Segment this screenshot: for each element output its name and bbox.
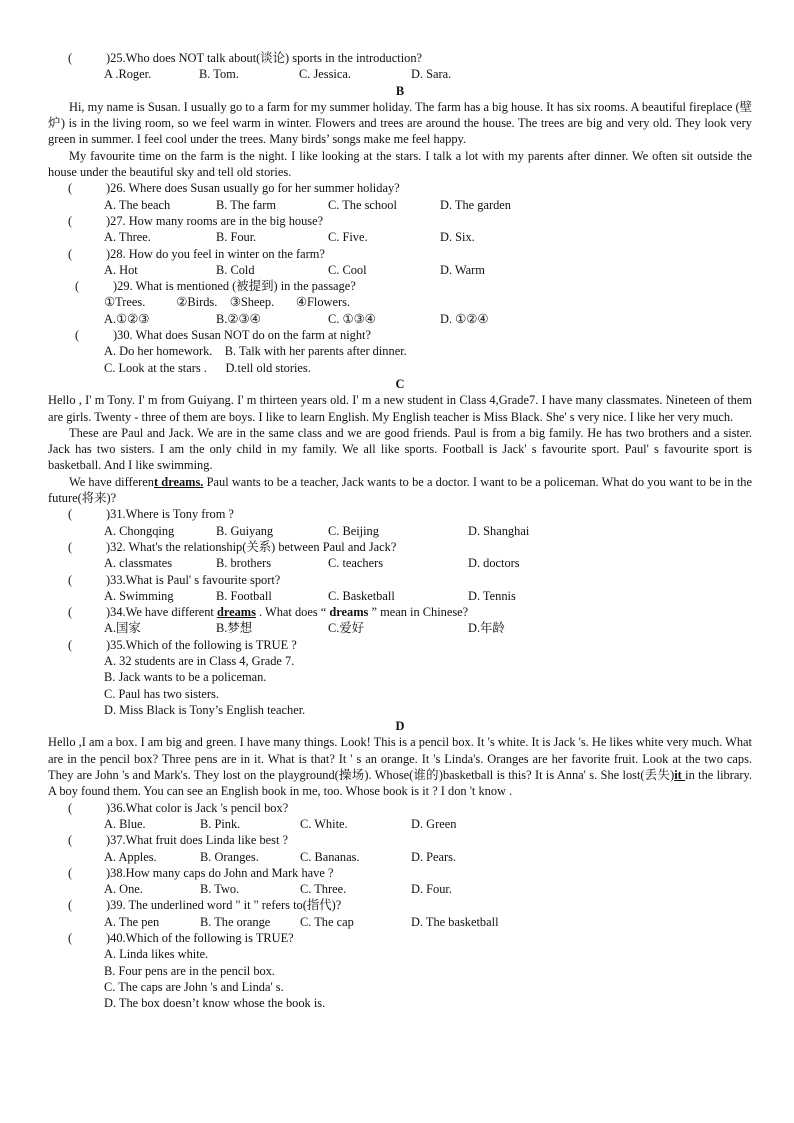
option-d: D. Pears.	[411, 849, 457, 864]
option-b: B. Guiyang	[216, 523, 274, 538]
underlined-it: it	[674, 768, 686, 783]
question-40	[68, 930, 752, 946]
question-31	[68, 506, 752, 522]
text-run: . What does “	[255, 605, 330, 620]
option-d: D.年龄	[468, 621, 505, 636]
question-stem: )35.Which of the following is TRUE ?	[106, 637, 297, 652]
answer-paren[interactable]: (	[68, 213, 73, 228]
answer-paren[interactable]: (	[68, 898, 73, 913]
question-stem: )26. Where does Susan usually go for her summer holiday?	[106, 181, 400, 196]
question-stem: )27. How many rooms are in the big house?	[106, 213, 324, 228]
option-d: D. Six.	[440, 230, 475, 245]
option-c: C. White.	[300, 816, 348, 831]
option-a: A. classmates	[104, 556, 173, 571]
question-34	[68, 604, 752, 620]
options-33	[104, 588, 752, 604]
question-stem: )25.Who does NOT talk about(谈论) sports in the introduction?	[106, 51, 423, 65]
option-d: D. The basketball	[411, 914, 499, 929]
section-b-heading: B	[395, 83, 405, 98]
option-c: C. The caps are John 's and Linda' s.	[104, 979, 284, 994]
question-stem: )29. What is mentioned (被提到) in the passage?	[113, 279, 356, 294]
answer-paren[interactable]: (	[68, 246, 73, 261]
question-25	[68, 50, 752, 66]
question-stem: )31.Where is Tony from ?	[106, 507, 234, 522]
answer-paren[interactable]: (	[68, 931, 73, 946]
options-37	[104, 849, 752, 865]
options-25	[104, 66, 752, 82]
option-a: A. The beach	[104, 197, 171, 212]
option-a: A. Hot	[104, 262, 138, 277]
option-c: C. ①③④	[328, 311, 376, 326]
answer-paren[interactable]: (	[68, 800, 73, 815]
option-d: D. Tennis	[468, 588, 516, 603]
option-b: B. brothers	[216, 556, 272, 571]
passage-b-paragraph-2: My favourite time on the farm is the night. I like looking at the stars. I talk a lot with my parents after dinner. We often sit outside the house under the beautiful sky and tell old stories.	[48, 148, 752, 180]
text-run: We have differen	[69, 474, 154, 489]
question-29-items: ①Trees. ②Birds. ③Sheep. ④Flowers.	[104, 295, 351, 310]
passage-c-paragraph-1: Hello , I' m Tony. I' m from Guiyang. I' m thirteen years old. I' m a new student in Class 4,Grade7. I have many classmates. Nineteen of them are girls. Twenty - three of them are boys. I like to learn English. My English teacher is Miss Black. She' s very nice. I like her very much.	[48, 393, 752, 424]
question-stem: )39. The underlined word " it " refers to(指代)?	[106, 898, 342, 913]
option-d: D. Green	[411, 816, 457, 831]
question-stem: )38.How many caps do John and Mark have ?	[106, 865, 334, 880]
option-a: A. The pen	[104, 914, 160, 929]
option-a: A.①②③	[104, 311, 150, 326]
question-30	[75, 327, 752, 343]
option-d: D. Shanghai	[468, 523, 530, 538]
option-b: B. Jack wants to be a policeman.	[104, 670, 267, 685]
question-29	[75, 278, 752, 294]
options-29	[104, 311, 752, 327]
option-c: C. The cap	[300, 914, 354, 929]
option-a: A. One.	[104, 882, 143, 897]
option-a: A. Linda likes white.	[104, 947, 209, 962]
options-32	[104, 555, 752, 571]
option-a: A .Roger.	[104, 67, 152, 82]
option-a: A. Blue.	[104, 816, 146, 831]
question-37	[68, 832, 752, 848]
option-c: C. Paul has two sisters.	[104, 686, 219, 701]
option-b: B.梦想	[216, 621, 253, 636]
option-a: A. Swimming	[104, 588, 174, 603]
options-34	[104, 620, 752, 636]
option-a: A. Chongqing	[104, 523, 175, 538]
question-stem: )30. What does Susan NOT do on the farm at night?	[113, 328, 371, 343]
bold-dreams: dreams	[329, 605, 369, 620]
option-b: B. Oranges.	[200, 849, 259, 864]
option-c: C. Basketball	[328, 588, 395, 603]
question-28	[68, 246, 752, 262]
option-d: D. The box doesn’t know whose the book is.	[104, 996, 326, 1011]
option-b: B. Four pens are in the pencil box.	[104, 963, 276, 978]
option-d: D. Four.	[411, 882, 452, 897]
option-c: C. Jessica.	[299, 67, 351, 82]
option-d: D. Miss Black is Tony’s English teacher.	[104, 702, 306, 717]
options-30-ab: A. Do her homework. B. Talk with her parents after dinner.	[104, 344, 407, 359]
question-stem: )36.What color is Jack 's pencil box?	[106, 800, 289, 815]
question-36	[68, 800, 752, 816]
option-c: C. Beijing	[328, 523, 379, 538]
option-c: C. Three.	[300, 882, 347, 897]
question-33	[68, 572, 752, 588]
option-a: A. Three.	[104, 230, 151, 245]
option-a: A. Apples.	[104, 849, 157, 864]
question-stem: )33.What is Paul' s favourite sport?	[106, 572, 281, 587]
option-c: C. Five.	[328, 230, 368, 245]
text-run: in the library. A boy found them. You can see an English book in me, too. Whose book is it ? I don 't know .	[48, 768, 752, 799]
option-c: C. Cool	[328, 262, 367, 277]
text-run: ” mean in Chinese?	[368, 605, 469, 620]
text-run: )34.We have different	[106, 605, 217, 620]
answer-paren[interactable]: (	[68, 637, 73, 652]
option-a: A.国家	[104, 621, 141, 636]
option-a: A. 32 students are in Class 4, Grade 7.	[104, 653, 295, 668]
answer-paren[interactable]: (	[75, 328, 80, 343]
passage-c-paragraph-3	[48, 474, 752, 507]
options-38	[104, 881, 752, 897]
question-stem: )28. How do you feel in winter on the farm?	[106, 246, 325, 261]
question-38	[68, 865, 752, 881]
options-39	[104, 914, 752, 930]
option-b: B. The farm	[216, 197, 276, 212]
text-run: Paul wants to be a teacher, Jack wants to be a doctor. I want to be a policeman. What do you want to be in the future(将来)?	[48, 474, 753, 506]
option-d: D. Warm	[440, 262, 485, 277]
option-d: D. The garden	[440, 197, 511, 212]
option-b: B. Tom.	[199, 67, 239, 82]
options-30-cd: C. Look at the stars . D.tell old stories.	[104, 360, 311, 375]
question-stem: )37.What fruit does Linda like best ?	[106, 833, 289, 848]
answer-paren[interactable]: (	[68, 833, 73, 848]
options-31	[104, 523, 752, 539]
answer-paren[interactable]: (	[68, 507, 73, 522]
text-run: Hello ,I am a box. I am big and green. I have many things. Look! This is a pencil box. It 's white. It is Jack 's. He likes white very much. What are in the pencil box? Three pens are in it. What is that? It ' s an orange. It 's Linda's. Oranges are her favorite fruit. Look at the two caps. They are John 's and Mark's. They lost on the playground(操场). Whose(谁的)basketball is this? It is Anna' s. She lost(丢失)	[48, 735, 752, 783]
option-b: B. Cold	[216, 262, 255, 277]
options-36	[104, 816, 752, 832]
option-b: B. Pink.	[200, 816, 241, 831]
option-c: C.爱好	[328, 621, 365, 636]
passage-d-paragraph-1	[48, 734, 752, 799]
underlined-dreams: dreams	[216, 605, 256, 620]
options-28	[104, 262, 752, 278]
answer-paren[interactable]: (	[68, 539, 73, 554]
question-32	[68, 539, 752, 555]
question-stem	[106, 604, 468, 620]
option-b: B. Football	[216, 588, 272, 603]
question-26	[68, 180, 752, 196]
question-35	[68, 637, 752, 653]
option-b: B.②③④	[216, 311, 261, 326]
answer-paren[interactable]: (	[68, 865, 73, 880]
section-d-heading: D	[395, 719, 405, 734]
question-39	[68, 897, 752, 913]
answer-paren[interactable]: (	[68, 572, 73, 587]
underlined-dreams: t dreams.	[153, 474, 204, 489]
question-27	[68, 213, 752, 229]
question-stem: )32. What's the relationship(关系) between Paul and Jack?	[106, 539, 397, 554]
answer-paren[interactable]: (	[68, 181, 73, 196]
options-26	[104, 197, 752, 213]
option-b: B. The orange	[200, 914, 271, 929]
passage-c-paragraph-2: These are Paul and Jack. We are in the same class and we are good friends. Paul is from a big family. He has two brothers and a sister. Jack has two sisters. I am the only child in my family. We all like sports. Football is Jack' s favourite sport. Paul' s favourite sport is basketball. And I like swimming.	[48, 425, 752, 473]
option-c: C. Bananas.	[300, 849, 360, 864]
exam-page	[48, 50, 752, 1012]
option-b: B. Four.	[216, 230, 257, 245]
option-d: D. Sara.	[411, 67, 452, 82]
option-b: B. Two.	[200, 882, 240, 897]
section-c-heading: C	[395, 376, 405, 391]
passage-b-paragraph-1: Hi, my name is Susan. I usually go to a farm for my summer holiday. The farm has a big house. It has six rooms. A beautiful fireplace (壁炉) is in the living room, so we feel warm in winter. Flowers and trees are around the house. The trees are big and very old. They look very green in summer. I feel cool under the trees. Many birds’ songs make me feel happy.	[48, 99, 752, 147]
answer-paren[interactable]: (	[75, 279, 80, 294]
option-c: C. teachers	[328, 556, 384, 571]
question-stem: )40.Which of the following is TRUE?	[106, 931, 294, 946]
option-c: C. The school	[328, 197, 397, 212]
options-27	[104, 229, 752, 245]
answer-paren[interactable]: (	[68, 51, 73, 65]
option-d: D. doctors	[468, 556, 520, 571]
option-d: D. ①②④	[440, 311, 489, 326]
answer-paren[interactable]: (	[68, 605, 73, 620]
